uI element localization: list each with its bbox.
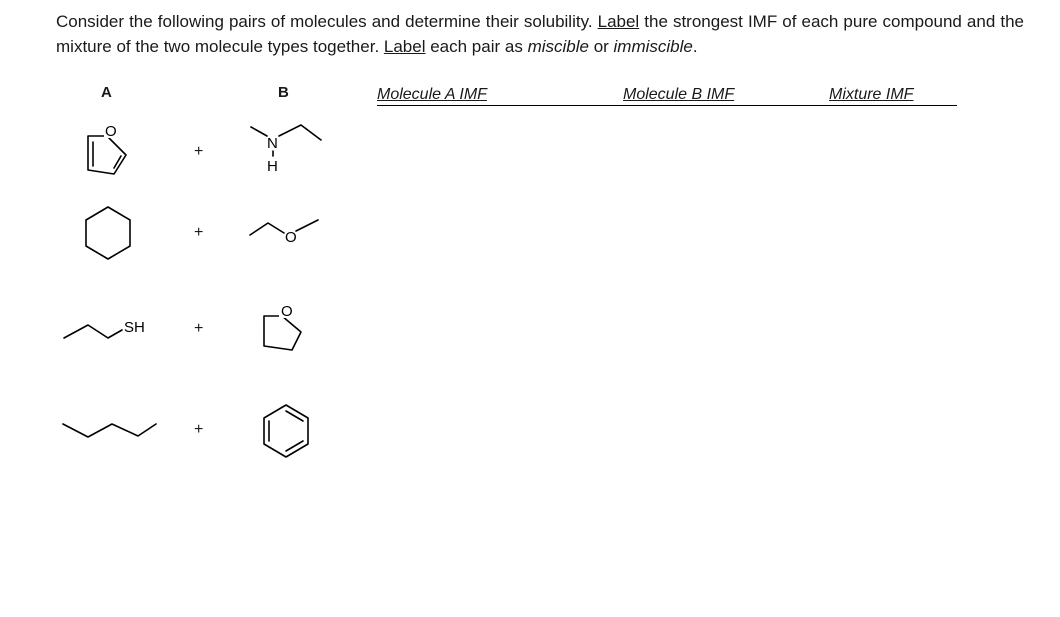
plus-sign: +	[194, 143, 204, 160]
imf-header-row	[377, 86, 957, 106]
mixture-imf-header: Mixture IMF	[829, 86, 914, 103]
molecule-b-imf-header: Molecule B IMF	[623, 86, 735, 103]
benzene-structure	[259, 401, 313, 461]
plus-sign: +	[194, 421, 204, 438]
column-b-heading: B	[278, 84, 289, 101]
furan-oxygen-label: O	[105, 123, 117, 140]
immiscible-term: immiscible	[613, 37, 693, 56]
amine-hydrogen-label: H	[267, 158, 278, 175]
ether-oxygen-label: O	[285, 229, 297, 246]
thiol-group-label: SH	[124, 319, 145, 336]
molecule-a-imf-header: Molecule A IMF	[377, 86, 487, 103]
plus-sign: +	[194, 224, 204, 241]
miscible-term: miscible	[527, 37, 589, 56]
tetrahydrofuran-structure	[258, 298, 314, 356]
diethylamine-structure	[245, 118, 330, 180]
butane-structure	[60, 414, 160, 440]
furan-structure	[80, 118, 140, 180]
column-a-heading: A	[101, 84, 112, 101]
propanethiol-structure	[60, 312, 160, 346]
amine-nitrogen-label: N	[267, 135, 278, 152]
instructions-text: Consider the following pairs of molecules and determine their solubility. Label the strongest IMF of each pure compound and the mixture of the two molecule types together. Label each pair as miscible or immiscible.	[56, 12, 1024, 56]
cyclohexane-structure	[80, 203, 136, 263]
label-keyword: Label	[383, 37, 426, 56]
plus-sign: +	[194, 320, 204, 337]
label-keyword: Label	[597, 12, 640, 31]
ethyl-methyl-ether-structure	[248, 213, 326, 249]
thf-oxygen-label: O	[281, 303, 293, 320]
